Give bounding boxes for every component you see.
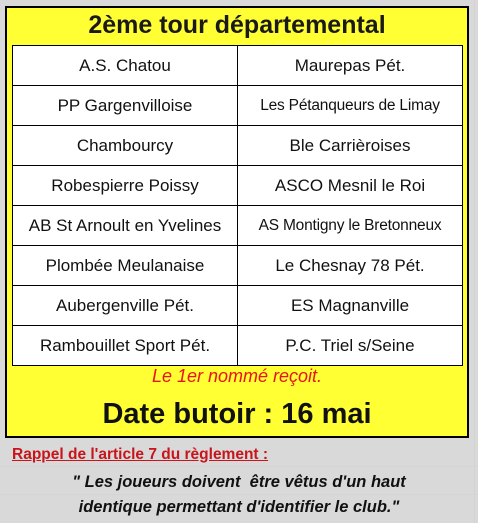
home-team: Aubergenville Pét. — [13, 286, 238, 326]
page-title: 2ème tour départemental — [88, 11, 386, 39]
home-team: Chambourcy — [13, 126, 238, 166]
gridline — [0, 466, 478, 467]
home-team: A.S. Chatou — [13, 46, 238, 86]
gridline — [474, 0, 475, 523]
home-team: Robespierre Poissy — [13, 166, 238, 206]
away-team: AS Montigny le Bretonneux — [238, 206, 463, 246]
home-team: AB St Arnoult en Yvelines — [13, 206, 238, 246]
home-team: Rambouillet Sport Pét. — [13, 326, 238, 366]
reminder-line: identique permettant d'identifier le club." — [78, 498, 400, 516]
table-row — [13, 206, 463, 246]
away-team: Les Pétanqueurs de Limay — [238, 86, 463, 126]
reminder-line: " Les joueurs doivent être vêtus d'un haut — [72, 473, 406, 491]
away-team: ASCO Mesnil le Roi — [238, 166, 463, 206]
home-team: PP Gargenvilloise — [13, 86, 238, 126]
reminder-title: Rappel de l'article 7 du règlement : — [12, 446, 269, 463]
away-team: ES Magnanville — [238, 286, 463, 326]
match-table — [12, 45, 463, 366]
away-team: Ble Carrièroises — [238, 126, 463, 166]
away-team: Maurepas Pét. — [238, 46, 463, 86]
table-row — [13, 86, 463, 126]
table-row — [13, 166, 463, 206]
table-row — [13, 126, 463, 166]
deadline-text: Date butoir : 16 mai — [102, 398, 372, 430]
table-row — [13, 46, 463, 86]
table-row — [13, 286, 463, 326]
home-team: Plombée Meulanaise — [13, 246, 238, 286]
table-row — [13, 326, 463, 366]
table-row — [13, 246, 463, 286]
reminder-text — [0, 470, 478, 520]
host-note: Le 1er nommé reçoit. — [151, 366, 323, 386]
away-team: Le Chesnay 78 Pét. — [238, 246, 463, 286]
away-team: P.C. Triel s/Seine — [238, 326, 463, 366]
tournament-card — [5, 6, 469, 438]
